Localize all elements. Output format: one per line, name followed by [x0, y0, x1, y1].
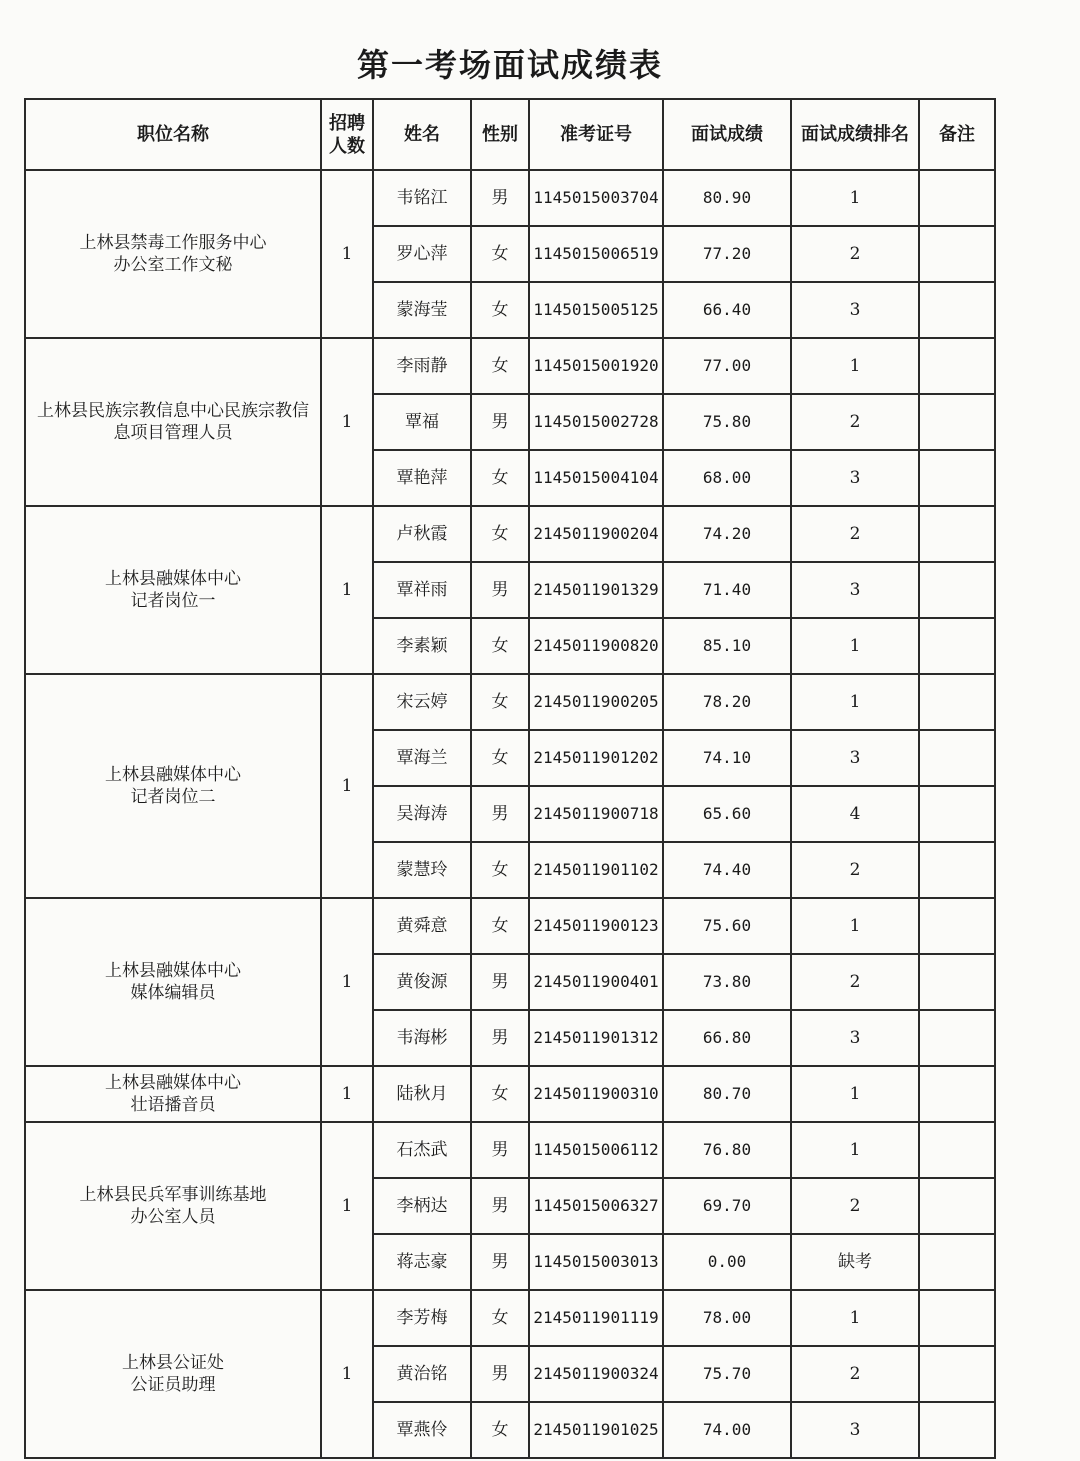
gender-cell: 女 [471, 1066, 529, 1122]
score-cell: 68.00 [663, 450, 791, 506]
name-cell: 覃福 [373, 394, 471, 450]
exam-id-cell: 2145011900718 [529, 786, 663, 842]
gender-cell: 女 [471, 674, 529, 730]
position-cell: 上林县融媒体中心 壮语播音员 [25, 1066, 321, 1122]
gender-cell: 男 [471, 1346, 529, 1402]
remark-cell [919, 786, 995, 842]
recruit-cell: 1 [321, 1122, 373, 1290]
name-cell: 蒙海莹 [373, 282, 471, 338]
table-row [25, 674, 995, 730]
remark-cell [919, 1290, 995, 1346]
gender-cell: 男 [471, 394, 529, 450]
rank-cell: 2 [791, 1178, 919, 1234]
score-cell: 76.80 [663, 1122, 791, 1178]
name-cell: 覃燕伶 [373, 1402, 471, 1458]
exam-id-cell: 1145015001920 [529, 338, 663, 394]
remark-cell [919, 282, 995, 338]
rank-cell: 缺考 [791, 1234, 919, 1290]
score-table [24, 98, 996, 1459]
name-cell: 黄治铭 [373, 1346, 471, 1402]
gender-cell: 男 [471, 1010, 529, 1066]
name-cell: 李雨静 [373, 338, 471, 394]
remark-cell [919, 450, 995, 506]
exam-id-cell: 1145015002728 [529, 394, 663, 450]
exam-id-cell: 1145015006519 [529, 226, 663, 282]
table-row [25, 1122, 995, 1178]
table-row [25, 1066, 995, 1122]
score-cell: 75.80 [663, 394, 791, 450]
remark-cell [919, 170, 995, 226]
rank-cell: 3 [791, 562, 919, 618]
gender-cell: 男 [471, 1234, 529, 1290]
gender-cell: 女 [471, 1402, 529, 1458]
gender-cell: 女 [471, 898, 529, 954]
rank-cell: 1 [791, 1122, 919, 1178]
header-remark: 备注 [919, 99, 995, 170]
exam-id-cell: 2145011900204 [529, 506, 663, 562]
gender-cell: 女 [471, 226, 529, 282]
score-cell: 77.20 [663, 226, 791, 282]
position-cell: 上林县融媒体中心 记者岗位二 [25, 674, 321, 898]
rank-cell: 1 [791, 1290, 919, 1346]
exam-id-cell: 2145011901329 [529, 562, 663, 618]
exam-id-cell: 2145011900123 [529, 898, 663, 954]
recruit-cell: 1 [321, 170, 373, 338]
rank-cell: 1 [791, 338, 919, 394]
position-cell: 上林县公证处 公证员助理 [25, 1290, 321, 1458]
header-name: 姓名 [373, 99, 471, 170]
score-cell: 85.10 [663, 618, 791, 674]
position-cell: 上林县融媒体中心 媒体编辑员 [25, 898, 321, 1066]
remark-cell [919, 1402, 995, 1458]
score-cell: 0.00 [663, 1234, 791, 1290]
name-cell: 黄俊源 [373, 954, 471, 1010]
name-cell: 黄舜意 [373, 898, 471, 954]
table-row [25, 898, 995, 954]
table-row [25, 170, 995, 226]
exam-id-cell: 2145011900820 [529, 618, 663, 674]
exam-id-cell: 2145011901119 [529, 1290, 663, 1346]
recruit-cell: 1 [321, 674, 373, 898]
score-cell: 80.90 [663, 170, 791, 226]
gender-cell: 男 [471, 562, 529, 618]
remark-cell [919, 842, 995, 898]
gender-cell: 男 [471, 786, 529, 842]
gender-cell: 男 [471, 1122, 529, 1178]
header-gender: 性别 [471, 99, 529, 170]
recruit-cell: 1 [321, 506, 373, 674]
header-rank: 面试成绩排名 [791, 99, 919, 170]
rank-cell: 1 [791, 674, 919, 730]
score-cell: 75.60 [663, 898, 791, 954]
rank-cell: 4 [791, 786, 919, 842]
rank-cell: 3 [791, 1010, 919, 1066]
rank-cell: 3 [791, 730, 919, 786]
remark-cell [919, 898, 995, 954]
name-cell: 罗心萍 [373, 226, 471, 282]
gender-cell: 女 [471, 338, 529, 394]
rank-cell: 2 [791, 506, 919, 562]
exam-id-cell: 1145015003704 [529, 170, 663, 226]
score-cell: 66.40 [663, 282, 791, 338]
remark-cell [919, 338, 995, 394]
position-cell: 上林县民族宗教信息中心民族宗教信 息项目管理人员 [25, 338, 321, 506]
position-cell: 上林县融媒体中心 记者岗位一 [25, 506, 321, 674]
score-cell: 74.10 [663, 730, 791, 786]
score-cell: 74.00 [663, 1402, 791, 1458]
name-cell: 覃海兰 [373, 730, 471, 786]
name-cell: 卢秋霞 [373, 506, 471, 562]
name-cell: 韦海彬 [373, 1010, 471, 1066]
name-cell: 覃艳萍 [373, 450, 471, 506]
name-cell: 李柄达 [373, 1178, 471, 1234]
exam-id-cell: 2145011900205 [529, 674, 663, 730]
rank-cell: 2 [791, 954, 919, 1010]
recruit-cell: 1 [321, 898, 373, 1066]
score-cell: 74.40 [663, 842, 791, 898]
gender-cell: 女 [471, 506, 529, 562]
rank-cell: 3 [791, 282, 919, 338]
gender-cell: 女 [471, 842, 529, 898]
name-cell: 吴海涛 [373, 786, 471, 842]
header-recruit: 招聘 人数 [321, 99, 373, 170]
score-cell: 65.60 [663, 786, 791, 842]
rank-cell: 1 [791, 618, 919, 674]
gender-cell: 女 [471, 450, 529, 506]
score-cell: 77.00 [663, 338, 791, 394]
name-cell: 蒙慧玲 [373, 842, 471, 898]
recruit-cell: 1 [321, 1290, 373, 1458]
gender-cell: 女 [471, 618, 529, 674]
score-cell: 80.70 [663, 1066, 791, 1122]
remark-cell [919, 506, 995, 562]
exam-id-cell: 2145011901102 [529, 842, 663, 898]
table-body [25, 170, 995, 1458]
rank-cell: 1 [791, 170, 919, 226]
rank-cell: 1 [791, 1066, 919, 1122]
rank-cell: 2 [791, 226, 919, 282]
exam-id-cell: 2145011900401 [529, 954, 663, 1010]
remark-cell [919, 1178, 995, 1234]
exam-id-cell: 1145015006112 [529, 1122, 663, 1178]
remark-cell [919, 1122, 995, 1178]
rank-cell: 2 [791, 842, 919, 898]
exam-id-cell: 2145011901312 [529, 1010, 663, 1066]
remark-cell [919, 730, 995, 786]
rank-cell: 2 [791, 394, 919, 450]
table-row [25, 1290, 995, 1346]
header-position: 职位名称 [25, 99, 321, 170]
header-score: 面试成绩 [663, 99, 791, 170]
name-cell: 韦铭江 [373, 170, 471, 226]
rank-cell: 3 [791, 450, 919, 506]
remark-cell [919, 954, 995, 1010]
recruit-cell: 1 [321, 338, 373, 506]
remark-cell [919, 226, 995, 282]
name-cell: 石杰武 [373, 1122, 471, 1178]
remark-cell [919, 562, 995, 618]
remark-cell [919, 1010, 995, 1066]
exam-id-cell: 1145015005125 [529, 282, 663, 338]
rank-cell: 1 [791, 898, 919, 954]
recruit-cell: 1 [321, 1066, 373, 1122]
table-row [25, 506, 995, 562]
score-cell: 78.00 [663, 1290, 791, 1346]
exam-id-cell: 2145011901202 [529, 730, 663, 786]
position-cell: 上林县民兵军事训练基地 办公室人员 [25, 1122, 321, 1290]
score-cell: 73.80 [663, 954, 791, 1010]
gender-cell: 男 [471, 954, 529, 1010]
name-cell: 李素颖 [373, 618, 471, 674]
remark-cell [919, 618, 995, 674]
gender-cell: 女 [471, 282, 529, 338]
header-exam-id: 准考证号 [529, 99, 663, 170]
score-cell: 69.70 [663, 1178, 791, 1234]
exam-id-cell: 1145015004104 [529, 450, 663, 506]
document-title: 第一考场面试成绩表 [356, 46, 663, 84]
table-header-row [25, 99, 995, 170]
gender-cell: 女 [471, 1290, 529, 1346]
score-cell: 75.70 [663, 1346, 791, 1402]
exam-id-cell: 2145011900310 [529, 1066, 663, 1122]
remark-cell [919, 1346, 995, 1402]
remark-cell [919, 1234, 995, 1290]
remark-cell [919, 394, 995, 450]
exam-id-cell: 2145011901025 [529, 1402, 663, 1458]
remark-cell [919, 674, 995, 730]
position-cell: 上林县禁毒工作服务中心 办公室工作文秘 [25, 170, 321, 338]
score-cell: 71.40 [663, 562, 791, 618]
name-cell: 覃祥雨 [373, 562, 471, 618]
name-cell: 陆秋月 [373, 1066, 471, 1122]
score-cell: 74.20 [663, 506, 791, 562]
name-cell: 李芳梅 [373, 1290, 471, 1346]
rank-cell: 3 [791, 1402, 919, 1458]
exam-id-cell: 1145015003013 [529, 1234, 663, 1290]
remark-cell [919, 1066, 995, 1122]
gender-cell: 男 [471, 1178, 529, 1234]
rank-cell: 2 [791, 1346, 919, 1402]
exam-id-cell: 2145011900324 [529, 1346, 663, 1402]
gender-cell: 男 [471, 170, 529, 226]
score-cell: 78.20 [663, 674, 791, 730]
score-cell: 66.80 [663, 1010, 791, 1066]
exam-id-cell: 1145015006327 [529, 1178, 663, 1234]
table-row [25, 338, 995, 394]
name-cell: 蒋志豪 [373, 1234, 471, 1290]
name-cell: 宋云婷 [373, 674, 471, 730]
gender-cell: 女 [471, 730, 529, 786]
